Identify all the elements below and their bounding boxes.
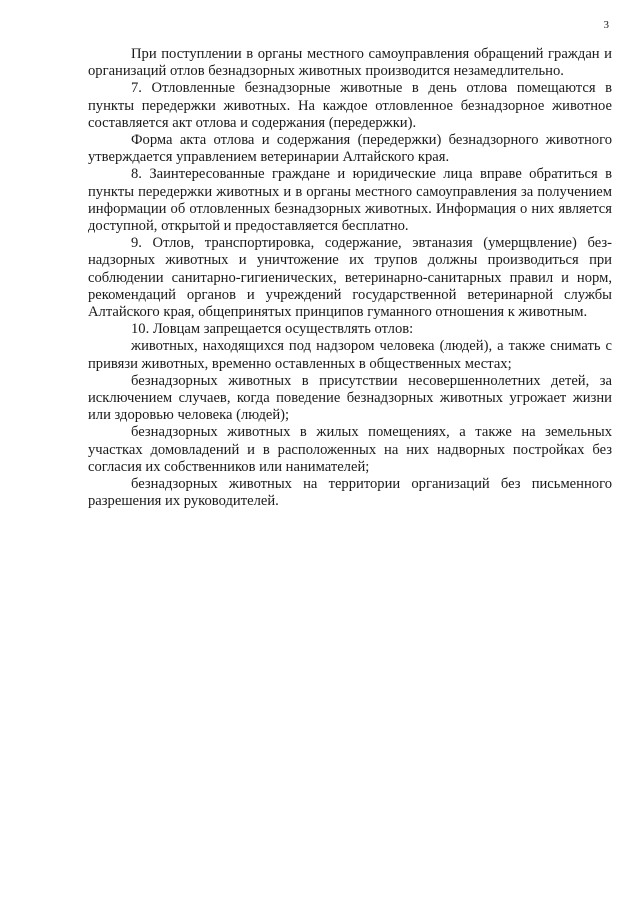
paragraph-act-form: Форма акта отлова и содержания (передержки) безнадзорного животного утверждается управлением ветеринарии Алтайского края.: [88, 132, 612, 166]
page-number: 3: [603, 19, 609, 31]
list-item-supervised-animals: животных, находящихся под надзором человека (людей), а также снимать с привязи животных, временно оставленных в общественных местах;: [88, 338, 612, 372]
list-item-organization-territory: безнадзорных животных на территории организаций без письменного разрешения их руководителей.: [88, 476, 612, 510]
list-item-residential-premises: безнадзорных животных в жилых помещениях, а также на земельных участках домовладений и в расположенных на них надворных постройках без согласия их собственников или нанимателей;: [88, 424, 612, 475]
document-body: [88, 46, 612, 510]
paragraph-item-7: 7. Отловленные безнадзорные животные в день отлова помещаются в пункты передержки животных. На каждое отловленное безнадзорное животное составляется акт отлова и содержания (передержки).: [88, 80, 612, 131]
paragraph-item-8: 8. Заинтересованные граждане и юридические лица вправе обратиться в пункты передержки животных и в органы местного самоуправления за получением информации об отловленных безнадзорных животных. Информация о них является доступной, открытой и предоставляется бесплатно.: [88, 166, 612, 235]
paragraph-item-9: 9. Отлов, транспортировка, содержание, эвтаназия (умерщвление) безнадзорных животных и уничтожение их трупов должны производиться при соблюдении санитарно-гигиенических, ветеринарно-санитарных правил и норм, рекомендаций органов и учреждений государственной ветеринарной службы Алтайского края, общепринятых принципов гуманного отношения к животным.: [88, 235, 612, 321]
paragraph-item-10: 10. Ловцам запрещается осуществлять отлов:: [131, 321, 414, 338]
paragraph-receipt-of-requests: При поступлении в органы местного самоуправления обращений граждан и организаций отлов безнадзорных животных производится незамедлительно.: [88, 46, 612, 80]
list-item-presence-of-minors: безнадзорных животных в присутствии несовершеннолетних детей, за исключением случаев, когда поведение безнадзорных животных угрожает жизни или здоровью человека (людей);: [88, 372, 612, 424]
